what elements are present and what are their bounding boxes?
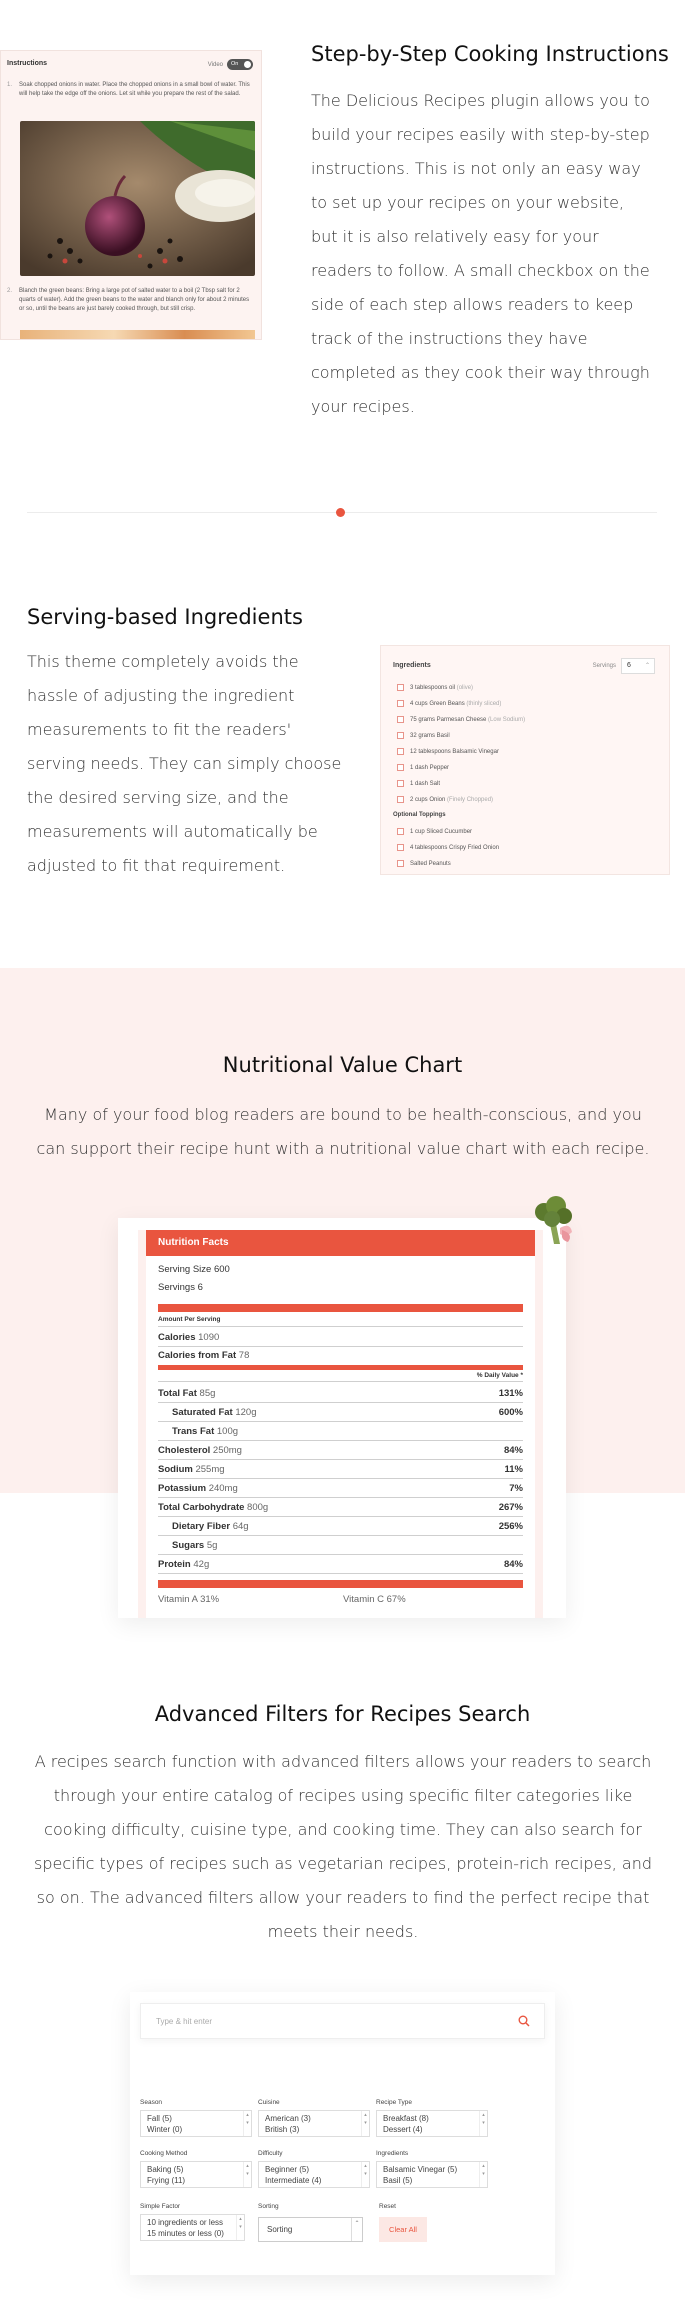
divider-dot — [336, 508, 345, 517]
ingredients-heading: Ingredients — [393, 662, 431, 669]
ingredient-item[interactable]: 4 cups Green Beans (thinly sliced) — [397, 700, 501, 707]
video-label: Video — [207, 61, 223, 68]
section-title: Advanced Filters for Recipes Search — [154, 1702, 531, 1726]
simple-factor-select[interactable]: 10 ingredients or less 15 minutes or less (0) ▴ ▾ — [140, 2214, 245, 2241]
sorting-select[interactable]: Sorting ⌃ — [258, 2217, 363, 2242]
nutrient-row: Sodium 255mg 11% — [158, 1464, 523, 1479]
checkbox[interactable] — [397, 796, 404, 803]
clear-all-button[interactable]: Clear All — [379, 2217, 427, 2242]
instruction-step — [7, 287, 254, 314]
checkbox[interactable] — [397, 700, 404, 707]
step-number: 2. — [7, 288, 13, 294]
servings-label: Servings — [592, 663, 616, 669]
section-body: The Delicious Recipes plugin allows you to build your recipes easily with step-by-step instructions. This is not only an easy way to set up your recipes on your website, but it is also relatively easy for your readers to follow. A small checkbox on the side of each step allows readers to keep track of the instructions they have completed as they cook their way through your recipes. — [311, 91, 650, 416]
ingredient-item[interactable]: 1 cup Sliced Cucumber — [397, 828, 472, 835]
food-photo-strip — [20, 330, 255, 340]
thick-divider — [158, 1365, 523, 1370]
ingredient-item[interactable]: 75 grams Parmesan Cheese (Low Sodium) — [397, 716, 525, 723]
servings-control — [593, 658, 655, 674]
nutrient-row: Total Carbohydrate 800g 267% — [158, 1502, 523, 1517]
servings: Servings 6 — [158, 1282, 203, 1293]
checkbox[interactable] — [397, 860, 404, 867]
checkbox[interactable] — [397, 844, 404, 851]
ingredient-item[interactable]: 12 tablespoons Balsamic Vinegar — [397, 748, 499, 755]
checkbox[interactable] — [397, 828, 404, 835]
servings-input[interactable]: 6 ⌃ — [621, 658, 655, 674]
serving-size: Serving Size 600 — [158, 1264, 230, 1275]
optional-heading: Optional Toppings — [393, 812, 446, 818]
filter-label: Ingredients — [376, 2150, 409, 2157]
ingredient-item[interactable]: 1 dash Pepper — [397, 764, 449, 771]
filter-label: Cooking Method — [140, 2150, 188, 2157]
thick-divider — [158, 1580, 523, 1588]
video-toggle-group — [208, 59, 253, 70]
ingredient-item[interactable]: Salted Peanuts — [397, 860, 451, 867]
section-body: A recipes search function with advanced filters allows your readers to search through your entire catalog of recipes using specific filter categories like cooking difficulty, cuisine type, and cooking time. They can also search for specific types of recipes such as vegetarian recipes, protein-rich recipes, and so on. The advanced filters allow your readers to find the perfect recipe that meets their needs. — [34, 1752, 652, 1941]
instructions-heading: Instructions — [7, 60, 48, 67]
filter-label: Difficulty — [258, 2150, 283, 2157]
ingredients-card — [380, 645, 670, 875]
section-title: Serving-based Ingredients — [27, 605, 303, 629]
nutrition-heading: Nutrition Facts — [146, 1230, 535, 1256]
filter-label: Reset — [379, 2203, 396, 2210]
ingredient-item[interactable]: 1 dash Salt — [397, 780, 440, 787]
checkbox[interactable] — [397, 732, 404, 739]
difficulty-select[interactable]: Beginner (5) Intermediate (4) ▴ ▾ — [258, 2161, 370, 2188]
amount-per-serving: Amount Per Serving — [158, 1316, 523, 1327]
filter-label: Cuisine — [258, 2099, 280, 2106]
thick-divider — [158, 1304, 523, 1312]
ingredient-item[interactable]: 3 tablespoons oil (olive) — [397, 684, 473, 691]
filter-label: Season — [140, 2099, 163, 2106]
calories-fat-row: Calories from Fat 78 — [158, 1350, 250, 1361]
nutrient-row: Protein 42g 84% — [158, 1559, 523, 1574]
nutrition-facts — [138, 1230, 543, 1618]
nutrient-row: Sugars 5g — [158, 1540, 523, 1555]
filter-label: Simple Factor — [140, 2203, 181, 2210]
section-body: This theme completely avoids the hassle of adjusting the ingredient measurements to fit the readers' serving needs. They can simply choose the desired serving size, and the measurements will automatically be adjusted to fit that requirement. — [27, 652, 342, 875]
ingredient-item[interactable]: 2 cups Onion (Finely Chopped) — [397, 796, 493, 803]
checkbox[interactable] — [397, 748, 404, 755]
section-title: Step-by-Step Cooking Instructions — [311, 42, 669, 66]
nutrient-row: Potassium 240mg 7% — [158, 1483, 523, 1498]
cooking-method-select[interactable]: Baking (5) Frying (11) ▴ ▾ — [140, 2161, 252, 2188]
nutrition-card — [118, 1218, 566, 1618]
search-input[interactable] — [140, 2003, 545, 2039]
search-filter-card — [130, 1992, 555, 2275]
ingredients-select[interactable]: Balsamic Vinegar (5) Basil (5) ▴ ▾ — [376, 2161, 488, 2188]
step-text: Soak chopped onions in water. Place the chopped onions in a small bowl of water. This will help take the edge off the onions. Let sit while you prepare the rest of the salad. — [19, 82, 250, 97]
nutrient-row: Trans Fat 100g — [158, 1426, 523, 1441]
onion-photo — [20, 121, 255, 276]
nutrient-row: Total Fat 85g 131% — [158, 1388, 523, 1403]
recipe-type-select[interactable]: Breakfast (8) Dessert (4) ▴ ▾ — [376, 2110, 488, 2137]
checkbox[interactable] — [397, 764, 404, 771]
vitamins-row — [158, 1594, 523, 1605]
section-body: Many of your food blog readers are bound to be health-conscious, and you can support their recipe hunt with a nutritional value chart with each recipe. — [36, 1105, 650, 1158]
search-placeholder: Type & hit enter — [156, 2017, 213, 2026]
section-title: Nutritional Value Chart — [222, 1053, 463, 1077]
filter-label: Recipe Type — [376, 2099, 413, 2106]
filter-label: Sorting — [258, 2203, 279, 2210]
vitamin-c: Vitamin C 67% — [343, 1594, 406, 1605]
broccoli-decoration — [528, 1194, 578, 1251]
checkbox[interactable] — [397, 684, 404, 691]
calories-row: Calories 1090 — [158, 1332, 523, 1347]
checkbox[interactable] — [397, 780, 404, 787]
season-select[interactable]: Fall (5) Winter (0) ▴ ▾ — [140, 2110, 252, 2137]
vitamin-a: Vitamin A 31% — [158, 1594, 220, 1605]
nutrient-row: Dietary Fiber 64g 256% — [158, 1521, 523, 1536]
daily-value-label: % Daily Value * — [158, 1372, 523, 1382]
step-text: Blanch the green beans: Bring a large pot of salted water to a boil (2 Tbsp salt for 2 quarts of water). Add the green beans to the water and blanch only for about 2 minutes or so, until the beans are just barely cooked through, but still crisp. — [19, 288, 250, 312]
nutrient-row: Cholesterol 250mg 84% — [158, 1445, 523, 1460]
video-toggle[interactable]: On — [227, 59, 253, 70]
search-icon[interactable] — [518, 2015, 530, 2029]
ingredient-item[interactable]: 4 tablespoons Crispy Fried Onion — [397, 844, 499, 851]
instructions-card — [0, 50, 262, 340]
ingredient-item[interactable]: 32 grams Basil — [397, 732, 450, 739]
step-number: 1. — [7, 82, 13, 88]
instruction-step — [7, 81, 254, 99]
checkbox[interactable] — [397, 716, 404, 723]
nutrient-row: Saturated Fat 120g 600% — [158, 1407, 523, 1422]
cuisine-select[interactable]: American (3) British (3) ▴ ▾ — [258, 2110, 370, 2137]
